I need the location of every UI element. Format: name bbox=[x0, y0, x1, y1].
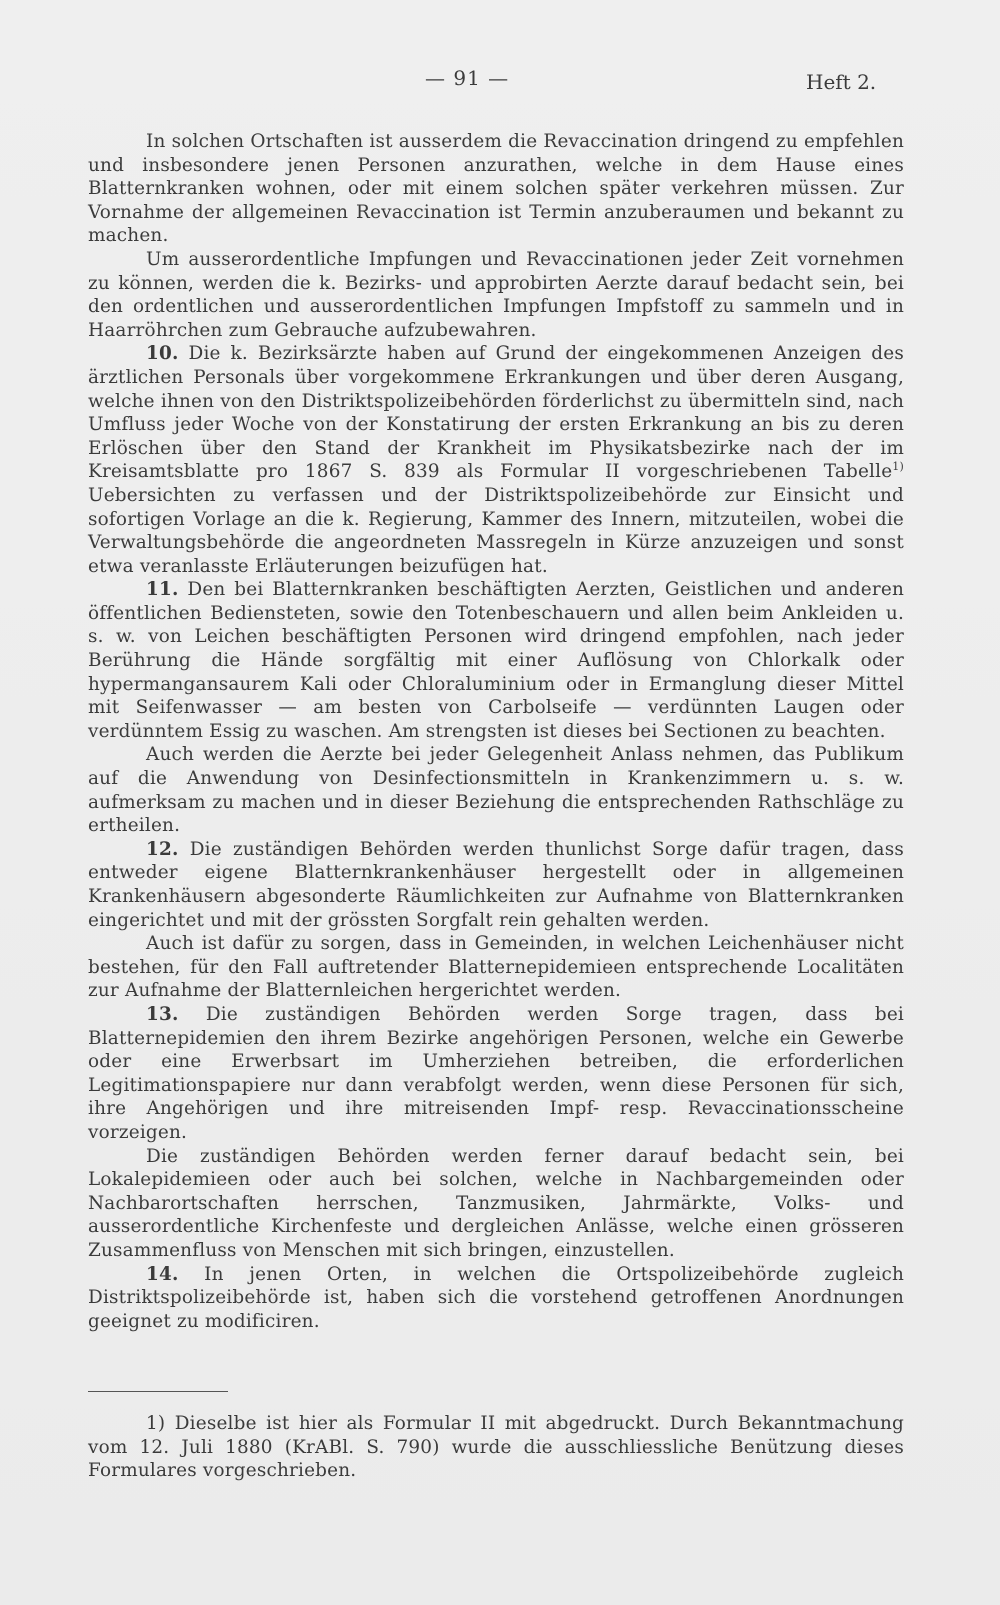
section-14 bbox=[88, 1263, 904, 1334]
section-number: 13. bbox=[146, 1003, 179, 1025]
paragraph-text: Um ausserordentliche Impfungen und Revaccinationen jeder Zeit vornehmen zu können, werden die k. Bezirks- und approbirten Aerzte darauf bedacht sein, bei den ordentlichen und ausserordentlichen Impfungen Impfstoff zu sammeln und in Haarröhrchen zum Gebrauche aufzubewahren. bbox=[88, 248, 904, 341]
paragraph bbox=[88, 932, 904, 1003]
paragraph-text: In solchen Ortschaften ist ausserdem die Revaccination dringend zu empfehlen und insbesondere jenen Personen anzurathen, welche in dem Hause eines Blatternkranken wohnen, oder mit einem solchen später verkehren müssen. Zur Vornahme der allgemeinen Revaccination ist Termin anzuberaumen und bekannt zu machen. bbox=[88, 131, 904, 247]
section-11 bbox=[88, 578, 904, 743]
heft-label: Heft 2. bbox=[806, 70, 877, 94]
paragraph-text: Auch ist dafür zu sorgen, dass in Gemeinden, in welchen Leichenhäuser nicht bestehen, für den Fall auftretender Blatternepidemieen entsprechende Localitäten zur Aufnahme der Blatternleichen hergerichtet werden. bbox=[88, 933, 904, 1002]
footnote-text: Dieselbe ist hier als Formular II mit abgedruckt. Durch Bekanntmachung vom 12. Juli 1880 (KrABl. S. 790) wurde die ausschliessliche Benützung dieses Formulares vorgeschrieben. bbox=[88, 1413, 904, 1482]
paragraph-text-continued: Uebersichten zu verfassen und der Distriktspolizeibehörde zur Einsicht und sofortigen Vorlage an die k. Regierung, Kammer des Innern, mitzuteilen, wobei die Verwaltungsbehörde die angeordneten Massregeln in Kürze anzuzeigen und sonst etwa veranlasste Erläuterungen beizufügen hat. bbox=[88, 484, 904, 577]
section-number: 14. bbox=[146, 1263, 179, 1285]
paragraph-text: Die zuständigen Behörden werden Sorge tragen, dass bei Blatternepidemien den ihrem Bezirke angehörigen Personen, welche ein Gewerbe oder eine Erwerbsart im Umherziehen betreiben, die erforderlichen Legitimationspapiere nur dann verabfolgt werden, wenn diese Personen für sich, ihre Angehörigen und ihre mitreisenden Impf- resp. Revaccinationsscheine vorzeigen. bbox=[88, 1003, 904, 1143]
body-text bbox=[88, 130, 904, 1333]
footnote-divider bbox=[88, 1391, 228, 1392]
footnote bbox=[88, 1412, 904, 1483]
paragraph-text: Auch werden die Aerzte bei jeder Gelegenheit Anlass nehmen, das Publikum auf die Anwendung von Desinfectionsmitteln in Krankenzimmern u. s. w. aufmerksam zu machen und in dieser Beziehung die entsprechenden Rathschläge zu ertheilen. bbox=[88, 744, 904, 837]
paragraph-text: Die zuständigen Behörden werden ferner darauf bedacht sein, bei Lokalepidemieen oder auch bei solchen, welche in Nachbargemeinden oder Nachbarortschaften herrschen, Tanzmusiken, Jahrmärkte, Volks- und ausserordentliche Kirchenfeste und dergleichen Anlässe, welche einen grösseren Zusammenfluss von Menschen mit sich bringen, einzustellen. bbox=[88, 1145, 904, 1261]
paragraph-text: Die zuständigen Behörden werden thunlichst Sorge dafür tragen, dass entweder eigene Blatternkrankenhäuser hergestellt oder in allgemeinen Krankenhäusern abgesonderte Räumlichkeiten zur Aufnahme von Blatternkranken eingerichtet und mit der grössten Sorgfalt rein gehalten werden. bbox=[88, 838, 904, 931]
footnote-mark: 1) bbox=[146, 1413, 166, 1434]
paragraph bbox=[88, 130, 904, 248]
paragraph bbox=[88, 743, 904, 837]
footnote-reference: 1) bbox=[892, 460, 904, 474]
section-number: 11. bbox=[146, 579, 179, 601]
page-header bbox=[0, 66, 1000, 96]
paragraph bbox=[88, 1145, 904, 1263]
footnote-paragraph bbox=[88, 1412, 904, 1483]
paragraph-text: Die k. Bezirksärzte haben auf Grund der eingekommenen Anzeigen des ärztlichen Personals über vorgekommene Erkrankungen und über deren Ausgang, welche ihnen von den Distriktspolizeibehörden förderlichst zu übermitteln sind, nach Umfluss jeder Woche von der Konstatirung der ersten Erkrankung an bis zu deren Erlöschen über den Stand der Krankheit im Physikatsbezirke nach der im Kreisamtsblatte pro 1867 S. 839 als Formular II vorgeschriebenen Tabelle bbox=[88, 343, 904, 483]
section-13 bbox=[88, 1003, 904, 1145]
paragraph-text: In jenen Orten, in welchen die Ortspolizeibehörde zugleich Distriktspolizeibehörde ist, haben sich die vorstehend getroffenen Anordnungen geeignet zu modificiren. bbox=[88, 1263, 904, 1332]
page-number: — 91 — bbox=[425, 66, 510, 90]
paragraph bbox=[88, 248, 904, 342]
section-number: 12. bbox=[146, 838, 179, 860]
section-number: 10. bbox=[146, 343, 179, 365]
section-12 bbox=[88, 838, 904, 932]
section-10 bbox=[88, 342, 904, 578]
paragraph-text: Den bei Blatternkranken beschäftigten Aerzten, Geistlichen und anderen öffentlichen Bediensteten, sowie den Totenbeschauern und allen beim Ankleiden u. s. w. von Leichen beschäftigten Personen wird dringend empfohlen, nach jeder Berührung die Hände sorgfältig mit einer Auflösung von Chlorkalk oder hypermangansaurem Kali oder Chloraluminium oder in Ermanglung dieser Mittel mit Seifenwasser — am besten von Carbolseife — verdünnten Laugen oder verdünntem Essig zu waschen. Am strengsten ist dieses bei Sectionen zu beachten. bbox=[88, 579, 904, 742]
